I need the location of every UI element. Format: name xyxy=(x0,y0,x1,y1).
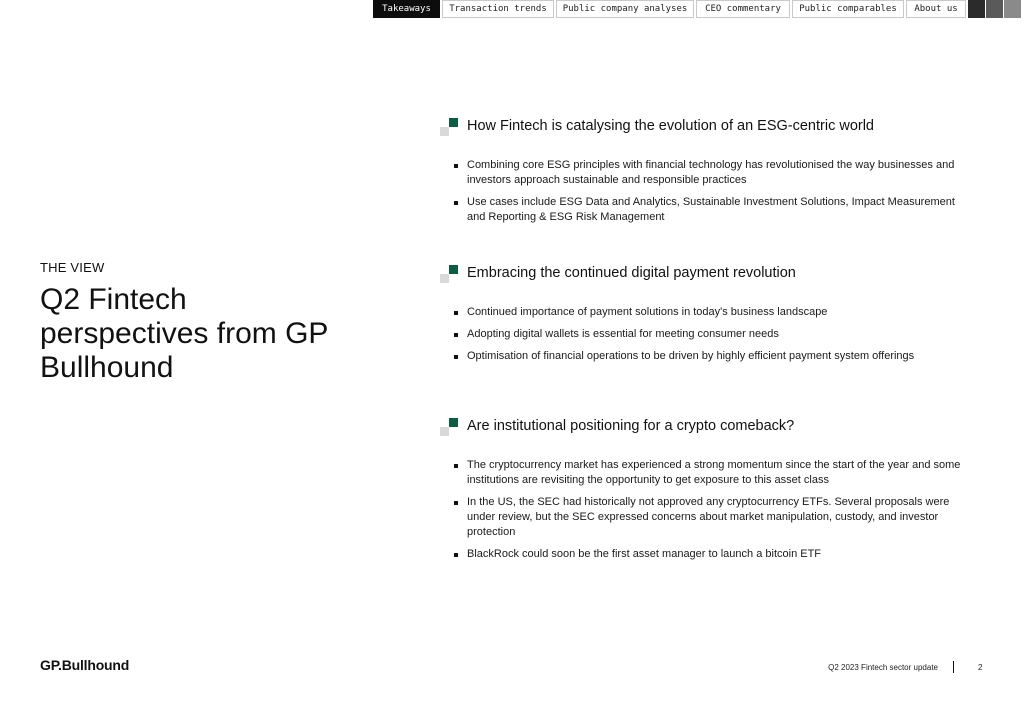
tab-about-us[interactable]: About us xyxy=(906,0,966,18)
footer-caption: Q2 2023 Fintech sector update xyxy=(828,663,938,672)
eyebrow-label: THE VIEW xyxy=(40,260,105,275)
section-title: Are institutional positioning for a crypto comeback? xyxy=(467,418,795,434)
tab-public-comparables[interactable]: Public comparables xyxy=(792,0,904,18)
list-item: Combining core ESG principles with financial technology has revolutionised the way businesses and investors approach sustainable and responsible practices xyxy=(454,158,974,188)
section-title: How Fintech is catalysing the evolution of an ESG-centric world xyxy=(467,118,874,134)
company-logo: GP.Bullhound xyxy=(40,657,130,673)
list-item: Optimisation of financial operations to be driven by highly efficient payment system offerings xyxy=(454,349,974,364)
nav-decor-block xyxy=(1004,0,1021,18)
top-nav xyxy=(373,0,1022,18)
tab-takeaways[interactable]: Takeaways xyxy=(373,0,440,18)
bullet-list xyxy=(454,305,974,371)
page-number: 2 xyxy=(978,663,983,672)
list-item: Adopting digital wallets is essential for meeting consumer needs xyxy=(454,327,974,342)
list-item: Continued importance of payment solutions in today's business landscape xyxy=(454,305,974,320)
nav-decor-block xyxy=(986,0,1003,18)
nav-decor-block xyxy=(968,0,985,18)
list-item: Use cases include ESG Data and Analytics, Sustainable Investment Solutions, Impact Measurement and Reporting & ESG Risk Management xyxy=(454,195,974,225)
tab-public-company-analyses[interactable]: Public company analyses xyxy=(556,0,694,18)
bullet-list xyxy=(454,158,974,232)
list-item: BlackRock could soon be the first asset manager to launch a bitcoin ETF xyxy=(454,547,974,562)
tab-ceo-commentary[interactable]: CEO commentary xyxy=(696,0,790,18)
section-title: Embracing the continued digital payment revolution xyxy=(467,265,796,281)
bullet-list xyxy=(454,458,974,569)
footer-divider xyxy=(953,661,954,673)
section-marker-icon xyxy=(440,118,460,138)
list-item: In the US, the SEC had historically not approved any cryptocurrency ETFs. Several proposals were under review, but the SEC expressed concerns about market manipulation, custody, and investor protection xyxy=(454,495,974,540)
section-marker-icon xyxy=(440,418,460,438)
list-item: The cryptocurrency market has experienced a strong momentum since the start of the year and some institutions are revisiting the opportunity to get exposure to this asset class xyxy=(454,458,974,488)
tab-transaction-trends[interactable]: Transaction trends xyxy=(442,0,554,18)
page-title: Q2 Fintech perspectives from GP Bullhound xyxy=(40,283,328,384)
section-marker-icon xyxy=(440,265,460,285)
